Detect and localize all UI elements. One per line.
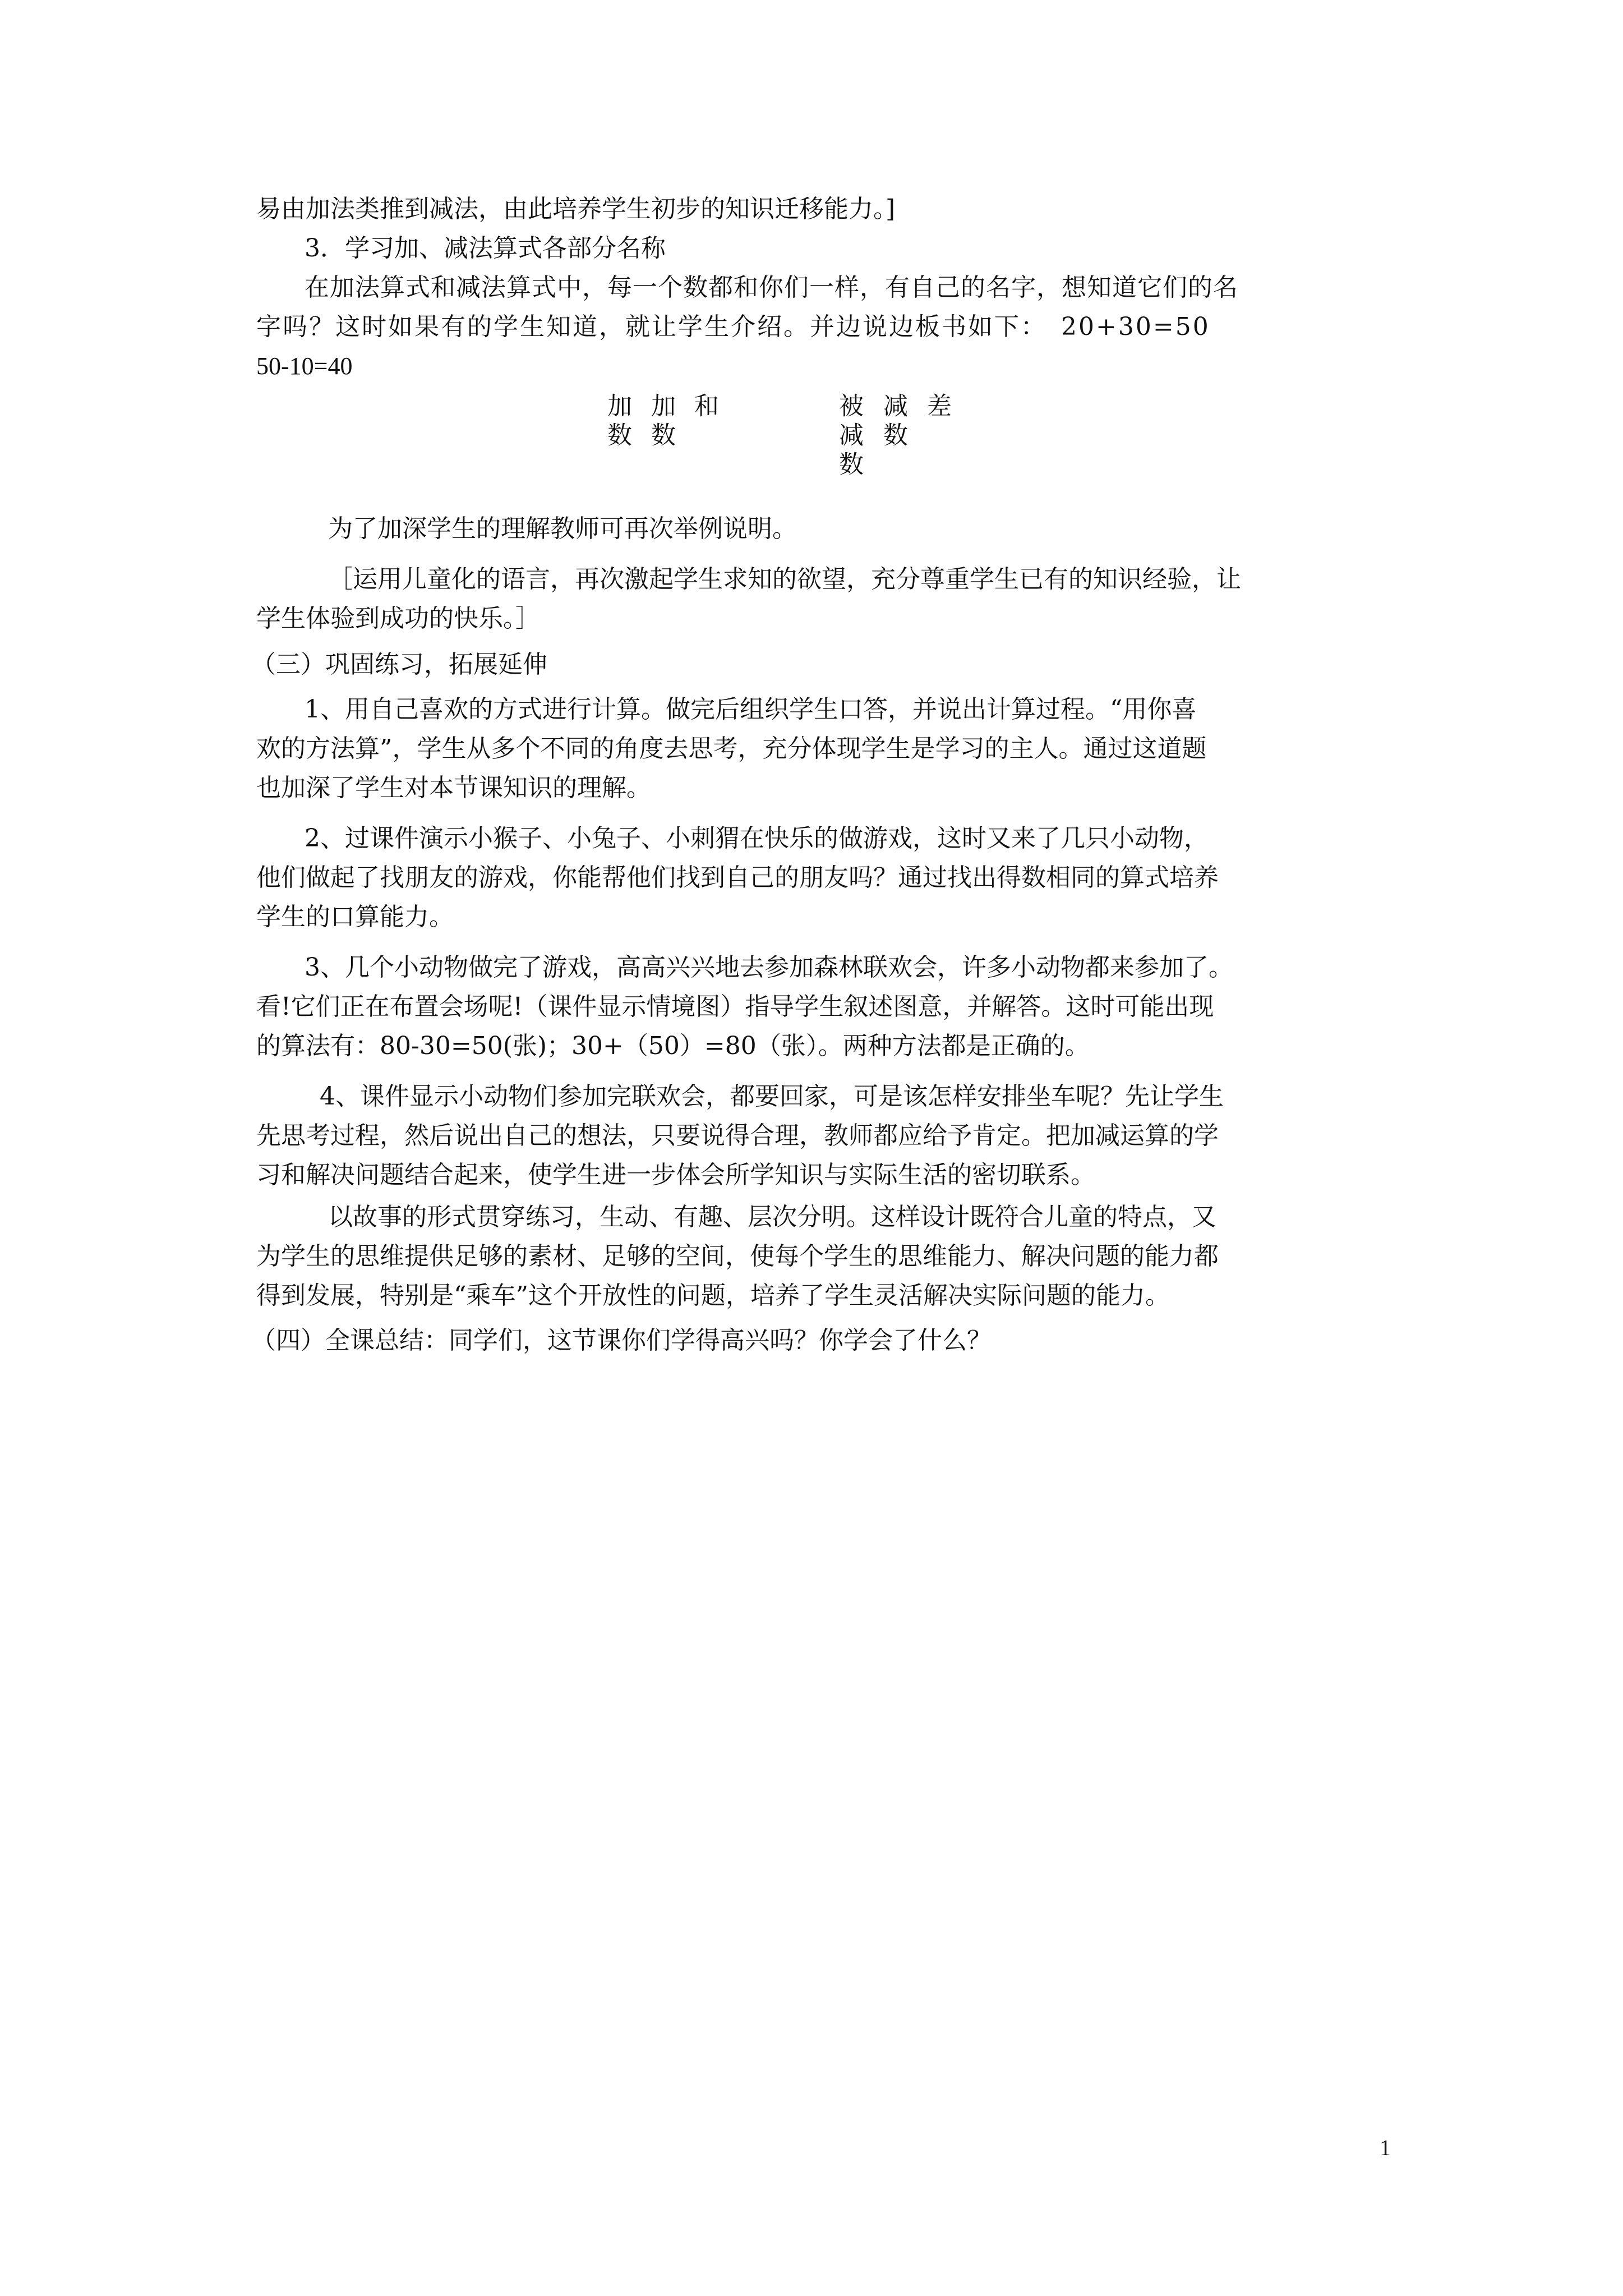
exercise-2-line-1: 2、过课件演示小猴子、小兔子、小刺猬在快乐的做游戏，这时又来了几只小动物， <box>305 824 1209 853</box>
story-summary-line-3: 得到发展，特别是“乘车”这个开放性的问题，培养了学生灵活解决实际问题的能力。 <box>256 1281 1170 1310</box>
exercise-3-line-2: 看!它们正在布置会场呢!（课件显示情境图）指导学生叙述图意，并解答。这时可能出现 <box>256 992 1214 1021</box>
exercise-1-line-3: 也加深了学生对本节课知识的理解。 <box>256 774 651 802</box>
exercise-1-line-2: 欢的方法算”，学生从多个不同的角度去思考，充分体现学生是学习的主人。通过这道题 <box>256 734 1207 763</box>
exercise-1-line-1: 1、用自己喜欢的方式进行计算。做完后组织学生口答，并说出计算过程。“用你喜 <box>305 695 1197 724</box>
story-summary-line-2: 为学生的思维提供足够的素材、足够的空间，使每个学生的思维能力、解决问题的能力都 <box>256 1242 1219 1271</box>
page-number: 1 <box>1380 2135 1391 2160</box>
para-names-line-1: 在加法算式和减法算式中，每一个数都和你们一样，有自己的名字，想知道它们的名 <box>305 273 1238 302</box>
exercise-2-line-2: 他们做起了找朋友的游戏，你能帮他们找到自己的朋友吗？通过找出得数相同的算式培养 <box>256 863 1219 892</box>
addend-label-1: 加数 <box>603 393 631 451</box>
exercise-4-line-1: 4、课件显示小动物们参加完联欢会，都要回家，可是该怎样安排坐车呢？先让学生 <box>320 1082 1224 1111</box>
section-3-heading: （三）巩固练习，拓展延伸 <box>251 650 547 679</box>
para-teacher-example: 为了加深学生的理解教师可再次举例说明。 <box>328 514 797 543</box>
exercise-3-line-3: 的算法有：80-30=50(张)；30+（50）=80（张）。两种方法都是正确的。 <box>256 1032 1090 1060</box>
exercise-2-line-3: 学生的口算能力。 <box>256 903 454 931</box>
para-names-line-2: 字吗？这时如果有的学生知道，就让学生介绍。并边说边板书如下： 20+30=50 <box>256 312 1210 341</box>
difference-label: 差 <box>923 393 951 422</box>
exercise-4-line-3: 习和解决问题结合起来，使学生进一步体会所学知识与实际生活的密切联系。 <box>256 1161 1095 1189</box>
minuend-label: 被减数 <box>834 393 863 480</box>
subtrahend-label: 减数 <box>879 393 907 451</box>
heading-3-part-names: 3．学习加、减法算式各部分名称 <box>305 234 666 263</box>
exercise-3-line-1: 3、几个小动物做完了游戏，高高兴兴地去参加森林联欢会，许多小动物都来参加了。 <box>305 953 1233 982</box>
exercise-4-line-2: 先思考过程，然后说出自己的想法，只要说得合理，教师都应给予肯定。把加减运算的学 <box>256 1121 1219 1150</box>
sum-label: 和 <box>690 393 718 422</box>
para-transfer-ability: 易由加法类推到减法，由此培养学生初步的知识迁移能力。] <box>256 195 896 223</box>
section-4-heading: （四）全课总结：同学们，这节课你们学得高兴吗？你学会了什么？ <box>251 1326 992 1355</box>
addend-label-2: 加数 <box>647 393 675 451</box>
para-names-line-3: 50-10=40 <box>256 352 353 380</box>
story-summary-line-1: 以故事的形式贯穿练习，生动、有趣、层次分明。这样设计既符合儿童的特点，又 <box>328 1203 1216 1231</box>
para-child-language-1: ［运用儿童化的语言，再次激起学生求知的欲望，充分尊重学生已有的知识经验，让 <box>328 565 1241 593</box>
para-child-language-2: 学生体验到成功的快乐。］ <box>256 604 540 633</box>
